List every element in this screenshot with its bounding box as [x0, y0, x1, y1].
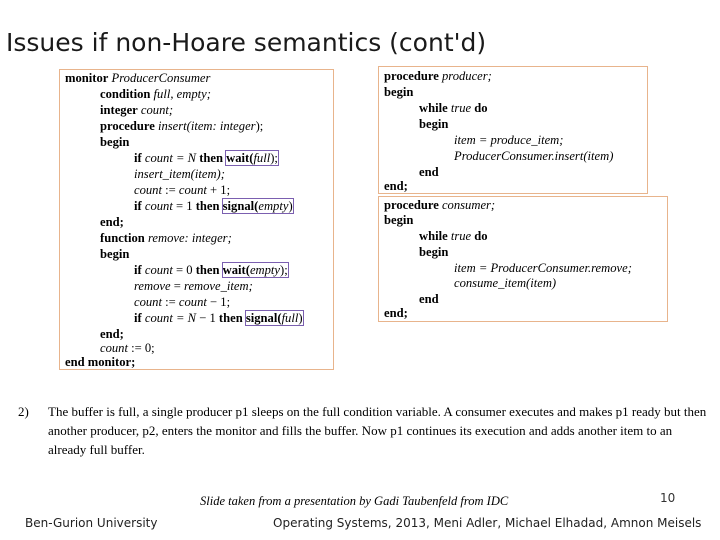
code-line: end; — [100, 327, 124, 341]
code-line: end; — [384, 306, 408, 320]
code-line: ProducerConsumer.insert(item) — [454, 149, 614, 163]
code-line: begin — [419, 117, 449, 131]
code-line: condition full, empty; — [100, 87, 211, 101]
code-line: procedure producer; — [384, 69, 492, 83]
code-line: procedure insert(item: integer); — [100, 119, 264, 133]
code-line: item = ProducerConsumer.remove; — [454, 261, 632, 275]
code-line: end — [419, 292, 439, 306]
code-line: if count = N − 1 then signal(full) — [134, 311, 303, 325]
code-line: end; — [384, 179, 408, 193]
code-line: begin — [100, 247, 130, 261]
code-line: function remove: integer; — [100, 231, 232, 245]
item-number: 2) — [18, 404, 29, 419]
code-line: end — [419, 165, 439, 179]
footer-course: Operating Systems, 2013, Meni Adler, Michael Elhadad, Amnon Meisels — [273, 516, 702, 530]
code-line: if count = 1 then signal(empty) — [134, 199, 293, 213]
code-line: item = produce_item; — [454, 133, 564, 147]
footer-university: Ben-Gurion University — [25, 516, 158, 530]
code-line: if count = 0 then wait(empty); — [134, 263, 288, 277]
consumer-code-box — [378, 196, 668, 322]
code-line: monitor ProducerConsumer — [65, 71, 211, 85]
wait-empty-highlight: wait(empty); — [222, 263, 288, 277]
code-line: if count = N then wait(full); — [134, 151, 278, 165]
code-line: consume_item(item) — [454, 276, 557, 290]
code-line: count := count + 1; — [134, 183, 231, 197]
code-line: begin — [419, 245, 449, 259]
code-line: end; — [100, 215, 124, 229]
code-line: begin — [100, 135, 130, 149]
wait-full-highlight: wait(full); — [226, 151, 278, 165]
producer-code-box — [378, 66, 648, 194]
credit-line: Slide taken from a presentation by Gadi Taubenfeld from IDC — [200, 494, 509, 508]
code-line: begin — [384, 213, 414, 227]
code-line: while true do — [419, 229, 488, 243]
code-line: integer count; — [100, 103, 174, 117]
code-line: end monitor; — [65, 355, 136, 369]
slide-title: Issues if non-Hoare semantics (cont'd) — [6, 28, 487, 57]
explanation-text: The buffer is full, a single producer p1 sleeps on the full condition variable. A consumer executes and makes p1 ready but then another producer, p2, enters the monitor and fills the buffer. Now p1 continues its execution and adds another item to an already full buffer. — [48, 404, 707, 457]
code-line: remove = remove_item; — [134, 279, 253, 293]
page-number: 10 — [660, 491, 676, 505]
code-line: insert_item(item); — [134, 167, 225, 181]
code-line: count := 0; — [100, 341, 155, 355]
code-line: count := count − 1; — [134, 295, 231, 309]
signal-empty-highlight: signal(empty) — [222, 199, 293, 213]
monitor-code-box — [59, 69, 334, 370]
code-line: procedure consumer; — [384, 198, 496, 212]
signal-full-highlight: signal(full) — [245, 311, 303, 325]
code-line: while true do — [419, 101, 488, 115]
code-line: begin — [384, 85, 414, 99]
